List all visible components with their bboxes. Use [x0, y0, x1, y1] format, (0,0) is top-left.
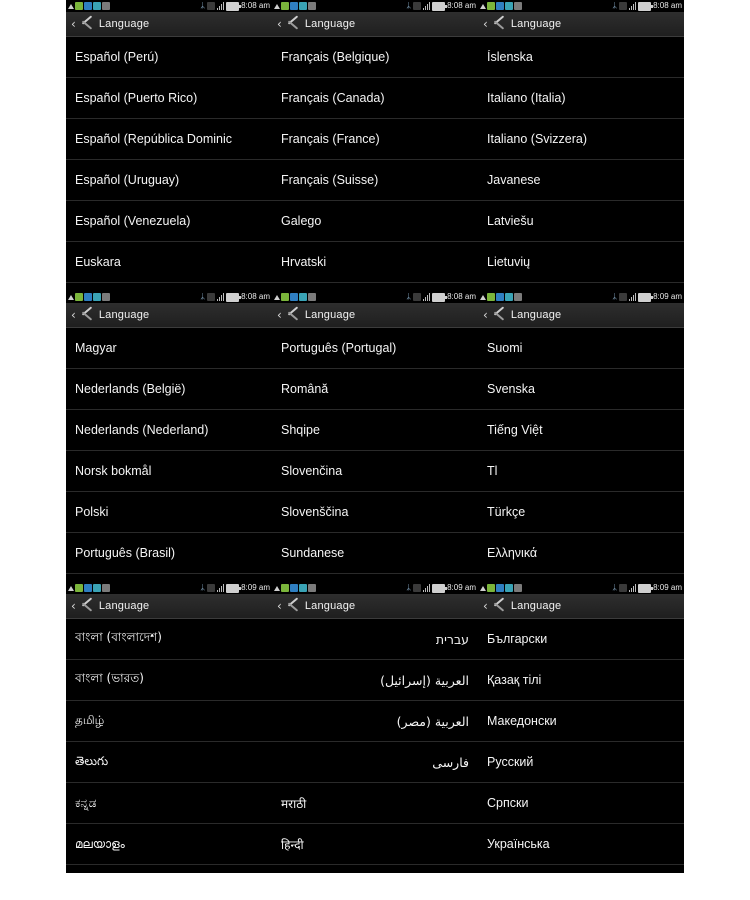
status-bar-right-icons: [200, 291, 270, 303]
list-item[interactable]: [272, 328, 478, 369]
list-item-label: العربية (مصر): [396, 713, 469, 729]
list-item-label: Français (Canada): [281, 91, 385, 105]
status-bar: [478, 291, 684, 303]
screenshot-icon: [290, 584, 298, 592]
list-item[interactable]: [66, 410, 272, 451]
action-bar: [66, 303, 272, 328]
list-item[interactable]: [66, 451, 272, 492]
language-list: [272, 328, 478, 574]
list-item-label: Ελληνικά: [487, 546, 538, 560]
list-item[interactable]: [272, 492, 478, 533]
status-bar-right-icons: [612, 0, 682, 12]
list-item[interactable]: [272, 619, 478, 660]
list-item-label: Português (Portugal): [281, 341, 397, 355]
android-icon: [487, 584, 495, 592]
battery-icon: [226, 584, 239, 593]
list-item[interactable]: [478, 619, 684, 660]
list-item[interactable]: [66, 619, 272, 660]
sync-icon: [299, 293, 307, 301]
status-bar-left-icons: [274, 584, 316, 592]
list-item[interactable]: [272, 78, 478, 119]
list-item-label: Íslenska: [487, 50, 533, 64]
status-bar-right-icons: [406, 0, 476, 12]
action-bar: [272, 12, 478, 37]
list-item[interactable]: [272, 533, 478, 574]
list-item-label: Español (Venezuela): [75, 214, 191, 228]
language-list: [66, 328, 272, 574]
status-bar: [272, 582, 478, 594]
usb-icon: [68, 586, 74, 591]
settings-tools-icon: [492, 308, 507, 323]
list-item[interactable]: [66, 160, 272, 201]
usb-icon: [68, 295, 74, 300]
list-item-label: Shqipe: [281, 423, 320, 437]
list-item-label: Қазақ тілі: [487, 673, 542, 687]
screenshot-icon: [496, 584, 504, 592]
download-icon: [102, 2, 110, 10]
action-bar: [66, 594, 272, 619]
sim-icon: [413, 584, 421, 592]
action-bar: [478, 12, 684, 37]
list-item[interactable]: [478, 369, 684, 410]
phone-screenshot-4: [66, 291, 272, 582]
phone-screenshot-6: [478, 291, 684, 582]
bluetooth-icon: ᛦ: [612, 1, 618, 10]
list-item-label: العربية (إسرائيل): [380, 672, 469, 688]
list-item[interactable]: [272, 410, 478, 451]
list-item-label: Slovenčina: [281, 464, 343, 478]
list-item-label: Euskara: [75, 255, 121, 269]
phone-screenshot-1: [66, 0, 272, 291]
phone-screenshot-7: [66, 582, 272, 873]
page-title: Language: [510, 309, 562, 321]
screenshot-icon: [496, 2, 504, 10]
settings-tools-icon: [80, 308, 95, 323]
list-item-label: Français (Belgique): [281, 50, 390, 64]
list-item[interactable]: [478, 119, 684, 160]
back-icon[interactable]: ‹: [483, 308, 488, 322]
sim-icon: [413, 293, 421, 301]
list-item-label: Slovenščina: [281, 505, 349, 519]
battery-icon: [432, 293, 445, 302]
sync-icon: [505, 2, 513, 10]
status-bar-right-icons: [406, 582, 476, 594]
language-list: [478, 619, 684, 865]
page-title: Language: [510, 600, 562, 612]
status-bar-right-icons: [200, 582, 270, 594]
bluetooth-icon: ᛦ: [200, 1, 206, 10]
status-bar-right-icons: [200, 0, 270, 12]
screenshot-icon: [84, 2, 92, 10]
status-bar-clock: 8:09 am: [241, 583, 270, 592]
status-bar-clock: 8:08 am: [447, 1, 476, 10]
bluetooth-icon: ᛦ: [200, 292, 206, 301]
download-icon: [308, 2, 316, 10]
list-item[interactable]: [272, 119, 478, 160]
screenshot-icon: [496, 293, 504, 301]
status-bar-clock: 8:09 am: [447, 583, 476, 592]
usb-icon: [274, 586, 280, 591]
page-title: Language: [98, 309, 150, 321]
action-bar: [478, 303, 684, 328]
list-item[interactable]: [272, 369, 478, 410]
signal-icon: [629, 584, 636, 592]
list-item[interactable]: [478, 78, 684, 119]
screenshot-icon: [290, 2, 298, 10]
action-bar: [478, 594, 684, 619]
status-bar-left-icons: [68, 2, 110, 10]
list-item-label: Македонски: [487, 714, 557, 728]
list-item[interactable]: [272, 824, 478, 865]
list-item-label: Nederlands (Nederland): [75, 423, 209, 437]
battery-icon: [226, 2, 239, 11]
sync-icon: [505, 293, 513, 301]
signal-icon: [217, 293, 224, 301]
back-icon[interactable]: ‹: [483, 599, 488, 613]
status-bar-right-icons: [406, 291, 476, 303]
usb-icon: [68, 4, 74, 9]
bluetooth-icon: ᛦ: [406, 1, 412, 10]
list-item-label: Magyar: [75, 341, 117, 355]
status-bar: [66, 582, 272, 594]
settings-tools-icon: [286, 308, 301, 323]
phone-screenshot-2: [272, 0, 478, 291]
phone-screenshot-9: [478, 582, 684, 873]
list-item-label: Français (Suisse): [281, 173, 379, 187]
list-item-label: Español (Puerto Rico): [75, 91, 198, 105]
status-bar-clock: 8:09 am: [653, 583, 682, 592]
list-item-label: Suomi: [487, 341, 523, 355]
android-icon: [487, 2, 495, 10]
android-icon: [487, 293, 495, 301]
list-item-label: Українська: [487, 837, 550, 851]
page-title: Language: [510, 18, 562, 30]
back-icon[interactable]: ‹: [277, 599, 282, 613]
sim-icon: [619, 584, 627, 592]
settings-tools-icon: [492, 599, 507, 614]
status-bar-left-icons: [68, 584, 110, 592]
list-item[interactable]: [66, 824, 272, 865]
bluetooth-icon: ᛦ: [612, 583, 618, 592]
status-bar: [66, 291, 272, 303]
download-icon: [308, 584, 316, 592]
list-item[interactable]: [478, 160, 684, 201]
download-icon: [308, 293, 316, 301]
list-item[interactable]: [478, 783, 684, 824]
sync-icon: [299, 584, 307, 592]
download-icon: [514, 293, 522, 301]
list-item[interactable]: [272, 160, 478, 201]
back-icon[interactable]: ‹: [71, 599, 76, 613]
status-bar-left-icons: [480, 293, 522, 301]
list-item[interactable]: [478, 742, 684, 783]
signal-icon: [423, 293, 430, 301]
status-bar: [478, 582, 684, 594]
language-list: [66, 619, 272, 865]
status-bar: [478, 0, 684, 12]
list-item-label: Español (Perú): [75, 50, 159, 64]
list-item-label: Српски: [487, 796, 529, 810]
list-item[interactable]: [66, 201, 272, 242]
list-item[interactable]: [66, 369, 272, 410]
signal-icon: [217, 584, 224, 592]
battery-icon: [638, 2, 651, 11]
list-item-label: Español (Uruguay): [75, 173, 180, 187]
back-icon[interactable]: ‹: [277, 17, 282, 31]
battery-icon: [432, 584, 445, 593]
list-item-label: বাংলা (বাংলাদেশ): [75, 630, 162, 644]
settings-tools-icon: [492, 17, 507, 32]
language-list: [478, 328, 684, 574]
language-list: [478, 37, 684, 283]
status-bar-left-icons: [68, 293, 110, 301]
list-item-label: മലയാളം: [75, 836, 125, 851]
page-title: Language: [98, 600, 150, 612]
list-item-label: తెలుగు: [75, 753, 109, 768]
list-item[interactable]: [478, 451, 684, 492]
list-item-label: Português (Brasil): [75, 546, 176, 560]
list-item-label: Tiếng Việt: [487, 423, 543, 437]
list-item-label: Italiano (Svizzera): [487, 132, 588, 146]
sync-icon: [299, 2, 307, 10]
screenshot-icon: [290, 293, 298, 301]
signal-icon: [423, 2, 430, 10]
usb-icon: [480, 586, 486, 591]
settings-tools-icon: [80, 599, 95, 614]
usb-icon: [480, 4, 486, 9]
phone-screenshot-5: [272, 291, 478, 582]
bluetooth-icon: ᛦ: [200, 583, 206, 592]
download-icon: [514, 584, 522, 592]
android-icon: [281, 293, 289, 301]
list-item[interactable]: [66, 37, 272, 78]
list-item[interactable]: [66, 119, 272, 160]
signal-icon: [217, 2, 224, 10]
page-title: Language: [304, 309, 356, 321]
signal-icon: [423, 584, 430, 592]
list-item-label: Español (República Dominic: [75, 132, 233, 146]
settings-tools-icon: [286, 599, 301, 614]
download-icon: [102, 293, 110, 301]
list-item-label: தமிழ்: [75, 713, 105, 727]
list-item-label: Sundanese: [281, 546, 345, 560]
screenshot-icon: [84, 293, 92, 301]
usb-icon: [274, 295, 280, 300]
battery-icon: [226, 293, 239, 302]
list-item[interactable]: [478, 410, 684, 451]
android-icon: [281, 2, 289, 10]
settings-tools-icon: [80, 17, 95, 32]
language-list: [272, 619, 478, 865]
language-list: [66, 37, 272, 283]
status-bar-clock: 8:08 am: [447, 292, 476, 301]
list-item-label: ಕನ್ನಡ: [75, 795, 97, 810]
list-item-label: Nederlands (België): [75, 382, 186, 396]
list-item-label: Lietuvių: [487, 255, 531, 269]
list-item-label: Français (France): [281, 132, 380, 146]
list-item-label: Italiano (Italia): [487, 91, 566, 105]
list-item[interactable]: [478, 37, 684, 78]
android-icon: [75, 2, 83, 10]
list-item-label: Tl: [487, 464, 498, 478]
download-icon: [514, 2, 522, 10]
list-item-label: Polski: [75, 505, 109, 519]
list-item[interactable]: [66, 533, 272, 574]
list-item[interactable]: [478, 533, 684, 574]
list-item-label: Latviešu: [487, 214, 534, 228]
list-item[interactable]: [66, 492, 272, 533]
back-icon[interactable]: ‹: [483, 17, 488, 31]
sim-icon: [619, 293, 627, 301]
status-bar-left-icons: [274, 293, 316, 301]
battery-icon: [638, 584, 651, 593]
list-item[interactable]: [478, 660, 684, 701]
list-item[interactable]: [66, 78, 272, 119]
status-bar-right-icons: [612, 291, 682, 303]
list-item-label: Türkçe: [487, 505, 526, 519]
list-item-label: Norsk bokmål: [75, 464, 152, 478]
list-item[interactable]: [478, 201, 684, 242]
sync-icon: [93, 2, 101, 10]
list-item[interactable]: [478, 492, 684, 533]
list-item[interactable]: [272, 701, 478, 742]
list-item[interactable]: [66, 242, 272, 283]
sim-icon: [207, 293, 215, 301]
list-item-label: Javanese: [487, 173, 541, 187]
bluetooth-icon: ᛦ: [406, 583, 412, 592]
status-bar-clock: 8:09 am: [653, 292, 682, 301]
list-item[interactable]: [272, 37, 478, 78]
list-item[interactable]: [66, 660, 272, 701]
phone-screenshot-3: [478, 0, 684, 291]
status-bar-left-icons: [480, 2, 522, 10]
screenshot-icon: [84, 584, 92, 592]
list-item-label: Hrvatski: [281, 255, 327, 269]
status-bar: [272, 0, 478, 12]
list-item[interactable]: [272, 201, 478, 242]
action-bar: [66, 12, 272, 37]
list-item-label: فارسی: [432, 754, 469, 770]
status-bar-clock: 8:08 am: [653, 1, 682, 10]
list-item-label: मराठी: [281, 796, 307, 811]
phone-screenshot-8: [272, 582, 478, 873]
sync-icon: [505, 584, 513, 592]
action-bar: [272, 303, 478, 328]
android-icon: [75, 584, 83, 592]
back-icon[interactable]: ‹: [71, 308, 76, 322]
list-item[interactable]: [478, 824, 684, 865]
list-item[interactable]: [272, 742, 478, 783]
list-item-label: Română: [281, 382, 329, 396]
list-item-label: हिन्दी: [281, 837, 304, 852]
list-item-label: Български: [487, 632, 548, 646]
list-item-label: עברית: [435, 631, 469, 647]
bluetooth-icon: ᛦ: [406, 292, 412, 301]
status-bar-left-icons: [274, 2, 316, 10]
action-bar: [272, 594, 478, 619]
list-item-label: বাংলা (ভারত): [75, 671, 144, 685]
list-item[interactable]: [478, 328, 684, 369]
list-item-label: Svenska: [487, 382, 535, 396]
list-item[interactable]: [272, 660, 478, 701]
back-icon[interactable]: ‹: [71, 17, 76, 31]
status-bar: [66, 0, 272, 12]
download-icon: [102, 584, 110, 592]
sync-icon: [93, 293, 101, 301]
sim-icon: [207, 584, 215, 592]
settings-tools-icon: [286, 17, 301, 32]
list-item[interactable]: [66, 328, 272, 369]
list-item[interactable]: [272, 451, 478, 492]
battery-icon: [432, 2, 445, 11]
list-item-label: Galego: [281, 214, 322, 228]
list-item[interactable]: [478, 701, 684, 742]
android-icon: [281, 584, 289, 592]
back-icon[interactable]: ‹: [277, 308, 282, 322]
page-title: Language: [304, 18, 356, 30]
signal-icon: [629, 293, 636, 301]
language-list: [272, 37, 478, 283]
list-item[interactable]: [66, 783, 272, 824]
sim-icon: [619, 2, 627, 10]
usb-icon: [480, 295, 486, 300]
list-item[interactable]: [272, 783, 478, 824]
list-item[interactable]: [66, 742, 272, 783]
status-bar: [272, 291, 478, 303]
usb-icon: [274, 4, 280, 9]
sync-icon: [93, 584, 101, 592]
sim-icon: [413, 2, 421, 10]
status-bar-right-icons: [612, 582, 682, 594]
signal-icon: [629, 2, 636, 10]
list-item-label: Русский: [487, 755, 534, 769]
status-bar-clock: 8:08 am: [241, 1, 270, 10]
battery-icon: [638, 293, 651, 302]
status-bar-left-icons: [480, 584, 522, 592]
android-icon: [75, 293, 83, 301]
bluetooth-icon: ᛦ: [612, 292, 618, 301]
page-title: Language: [304, 600, 356, 612]
page-title: Language: [98, 18, 150, 30]
list-item[interactable]: [66, 701, 272, 742]
list-item[interactable]: [478, 242, 684, 283]
status-bar-clock: 8:08 am: [241, 292, 270, 301]
list-item[interactable]: [272, 242, 478, 283]
sim-icon: [207, 2, 215, 10]
